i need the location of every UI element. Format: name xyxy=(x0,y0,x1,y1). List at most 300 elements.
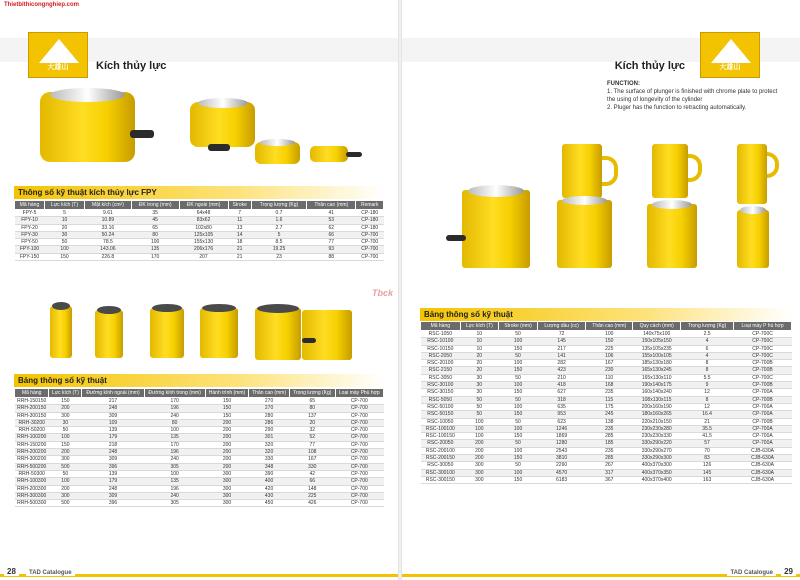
table-cell: 200 xyxy=(460,440,498,447)
table-cell: RSC-2050 xyxy=(421,352,461,359)
table-cell: 148 xyxy=(289,485,335,492)
table-cell: FPY-5 xyxy=(15,210,45,217)
table-cell: CP-180 xyxy=(356,217,384,224)
table-row xyxy=(421,433,792,440)
table-cell: 150 xyxy=(499,389,538,396)
table-cell: 33.16 xyxy=(85,224,132,231)
table-cell: 150 xyxy=(205,398,248,405)
column-header: Remark xyxy=(356,201,384,210)
table-cell: 309 xyxy=(82,412,144,419)
table-cell: FPY-30 xyxy=(15,231,45,238)
table-cell: 135x105x235 xyxy=(633,345,681,352)
table-cell: RSC-20050 xyxy=(421,440,461,447)
table-cell: 77 xyxy=(289,441,335,448)
table-cell: 20 xyxy=(460,360,498,367)
table-cell: 10 xyxy=(460,331,498,338)
catalogue-label: TAD Catalogue xyxy=(26,570,75,576)
function-line-2: 2. Pluger has the function to retracting automatically. xyxy=(607,105,747,111)
rsc-table-title: Bảng thông số kỹ thuật xyxy=(420,308,792,321)
table-cell: 390 xyxy=(249,470,290,477)
table-cell: CP-700A xyxy=(734,411,792,418)
table-row xyxy=(421,418,792,425)
table-cell: 53 xyxy=(307,217,356,224)
table-cell: RSC-300100 xyxy=(421,469,461,476)
table-cell: 100 xyxy=(499,447,538,454)
table-cell: 80 xyxy=(289,405,335,412)
table-cell: 100 xyxy=(460,425,498,432)
rrh-spec-table xyxy=(14,388,384,507)
table-cell: 500 xyxy=(49,500,82,507)
column-header: Loại máy Phù hợp xyxy=(335,389,383,398)
table-row xyxy=(15,463,384,470)
table-cell: RSC-50100 xyxy=(421,403,461,410)
table-cell: FPY-100 xyxy=(15,246,45,253)
table-cell: 135 xyxy=(144,478,205,485)
table-cell: 50 xyxy=(499,462,538,469)
table-row xyxy=(421,425,792,432)
table-cell: 196 xyxy=(144,405,205,412)
table-row xyxy=(15,231,384,238)
table-cell: 179 xyxy=(82,434,144,441)
table-row xyxy=(421,374,792,381)
table-cell: 240 xyxy=(144,412,205,419)
function-heading: FUNCTION: xyxy=(607,81,640,87)
table-cell: CJB-630A xyxy=(734,455,792,462)
table-cell: 220x210x150 xyxy=(633,418,681,425)
table-cell: 10 xyxy=(460,345,498,352)
table-cell: 50.24 xyxy=(85,231,132,238)
page-title: Kích thủy lực xyxy=(96,60,167,72)
table-row xyxy=(15,224,384,231)
table-cell: 330x290x300 xyxy=(633,455,681,462)
table-cell: CP-700 xyxy=(335,492,383,499)
table-cell: 93 xyxy=(307,246,356,253)
table-header-row xyxy=(421,322,792,331)
table-cell: RRH-100300 xyxy=(15,478,49,485)
table-cell: 185 xyxy=(586,440,633,447)
table-cell: 200x160x190 xyxy=(633,403,681,410)
table-cell: 200 xyxy=(205,419,248,426)
table-row xyxy=(15,434,384,441)
table-row xyxy=(15,210,384,217)
table-cell: 139 xyxy=(82,427,144,434)
table-cell: 200 xyxy=(205,427,248,434)
table-cell: 10 xyxy=(45,217,85,224)
brand-logo xyxy=(28,32,88,78)
table-cell: 2543 xyxy=(538,447,586,454)
table-cell: 235 xyxy=(586,389,633,396)
rsc-spec-table xyxy=(420,321,792,484)
site-url[interactable]: Thietbithicongnghiep.com xyxy=(4,2,79,8)
left-page xyxy=(0,0,398,580)
table-cell: 396 xyxy=(82,500,144,507)
table-cell: 150 xyxy=(49,441,82,448)
table-cell: 180x160x265 xyxy=(633,411,681,418)
table-cell: 70 xyxy=(681,447,734,454)
table-cell: 32 xyxy=(289,427,335,434)
table-cell: RRH-300300 xyxy=(15,492,49,499)
table-cell: 1280 xyxy=(538,440,586,447)
fpy-spec-table xyxy=(14,200,384,261)
table-cell: 206x176 xyxy=(179,246,228,253)
table-cell: 135 xyxy=(131,246,179,253)
table-cell: RRH-50300 xyxy=(15,470,49,477)
table-cell: 12 xyxy=(681,389,734,396)
table-cell: 286 xyxy=(249,419,290,426)
table-cell: 270 xyxy=(249,405,290,412)
table-row xyxy=(421,338,792,345)
table-cell: 200 xyxy=(49,405,82,412)
table-cell: 196 xyxy=(144,485,205,492)
table-cell: 348 xyxy=(249,463,290,470)
column-header: Lực kích (T) xyxy=(460,322,498,331)
table-cell: 77 xyxy=(307,239,356,246)
table-cell: 66 xyxy=(307,231,356,238)
table-cell: 400x370x300 xyxy=(633,462,681,469)
table-cell: 396 xyxy=(82,463,144,470)
column-header: Trọng lượng (Kg) xyxy=(681,322,734,331)
table-cell: CP-700A xyxy=(734,433,792,440)
table-row xyxy=(421,469,792,476)
table-cell: 50 xyxy=(45,239,85,246)
table-cell: 300 xyxy=(460,469,498,476)
table-cell: 420 xyxy=(249,485,290,492)
table-cell: 72 xyxy=(538,331,586,338)
table-cell: 100 xyxy=(499,382,538,389)
table-cell: CJB-630A xyxy=(734,447,792,454)
table-cell: 100 xyxy=(144,427,205,434)
table-cell: RSC-10050 xyxy=(421,418,461,425)
page-number: 28 xyxy=(4,567,19,576)
table-cell: CP-700C xyxy=(734,352,792,359)
table-cell: 217 xyxy=(82,398,144,405)
table-cell: 50 xyxy=(460,411,498,418)
table-cell: 167 xyxy=(289,456,335,463)
table-cell: 100 xyxy=(586,331,633,338)
table-cell: 106 xyxy=(586,352,633,359)
table-cell: 285 xyxy=(586,433,633,440)
mountain-icon xyxy=(39,39,79,63)
table-cell: 1.6 xyxy=(251,217,306,224)
table-cell: 8 xyxy=(681,396,734,403)
table-cell: 217 xyxy=(538,345,586,352)
table-cell: 196 xyxy=(144,449,205,456)
table-cell: RRH-200300 xyxy=(15,485,49,492)
table-cell: 141 xyxy=(538,352,586,359)
table-cell: 110 xyxy=(586,374,633,381)
table-cell: FPY-50 xyxy=(15,239,45,246)
table-cell: 5 xyxy=(251,231,306,238)
table-cell: 248 xyxy=(82,449,144,456)
table-cell: RSC-10150 xyxy=(421,345,461,352)
table-cell: 8.5 xyxy=(251,239,306,246)
table-cell: CP-700A xyxy=(734,403,792,410)
table-cell: 50 xyxy=(499,418,538,425)
table-cell: 140x75x100 xyxy=(633,331,681,338)
table-cell: 10 xyxy=(460,338,498,345)
table-cell: CP-700 xyxy=(335,398,383,405)
column-header: Mã hàng xyxy=(421,322,461,331)
table-cell: 240 xyxy=(144,492,205,499)
table-cell: CP-700 xyxy=(335,434,383,441)
table-row xyxy=(15,456,384,463)
table-cell: CP-700 xyxy=(356,231,384,238)
table-cell: 165x130x245 xyxy=(633,367,681,374)
table-cell: 400 xyxy=(249,478,290,485)
table-cell: 6 xyxy=(681,345,734,352)
table-cell: 20 xyxy=(45,224,85,231)
table-cell: RSC-1050 xyxy=(421,331,461,338)
table-cell: CP-700 xyxy=(335,500,383,507)
table-cell: 100 xyxy=(499,338,538,345)
table-cell: CP-700C xyxy=(734,345,792,352)
table-cell: 230 xyxy=(586,367,633,374)
table-cell: 200 xyxy=(49,485,82,492)
table-cell: 309 xyxy=(82,456,144,463)
table-cell: 235 xyxy=(586,447,633,454)
table-cell: 45 xyxy=(131,217,179,224)
table-row xyxy=(15,478,384,485)
table-cell: 290 xyxy=(249,427,290,434)
table-cell: CP-700B xyxy=(734,360,792,367)
table-cell: 20 xyxy=(460,352,498,359)
table-cell: 185x130x180 xyxy=(633,360,681,367)
table-cell: 50 xyxy=(49,470,82,477)
table-cell: RSC-30150 xyxy=(421,389,461,396)
table-cell: 245 xyxy=(586,411,633,418)
table-cell: 210 xyxy=(538,374,586,381)
table-cell: 41 xyxy=(307,210,356,217)
table-cell: 200 xyxy=(205,434,248,441)
table-cell: 240 xyxy=(144,456,205,463)
table-row xyxy=(15,217,384,224)
table-cell: 400x370x350 xyxy=(633,469,681,476)
column-header: Thân cao (mm) xyxy=(586,322,633,331)
table-cell: CP-700C xyxy=(734,338,792,345)
table-cell: 80 xyxy=(131,231,179,238)
table-cell: FPY-150 xyxy=(15,253,45,260)
table-cell: 218 xyxy=(82,441,144,448)
table-cell: RSC-2150 xyxy=(421,367,461,374)
column-header: Quy cách (mm) xyxy=(633,322,681,331)
table-cell: 11 xyxy=(228,217,251,224)
table-cell: RSC-5050 xyxy=(421,396,461,403)
table-cell: 30 xyxy=(460,382,498,389)
fpy-product-photo xyxy=(30,82,370,182)
table-cell: RRH-300200 xyxy=(15,456,49,463)
table-cell: 300 xyxy=(460,476,498,483)
table-cell: 418 xyxy=(538,382,586,389)
table-cell: CP-700A xyxy=(734,425,792,432)
table-cell: 230x230x280 xyxy=(633,425,681,432)
table-cell: 175 xyxy=(586,403,633,410)
table-row xyxy=(15,492,384,499)
table-cell: 109 xyxy=(82,419,144,426)
table-row xyxy=(421,411,792,418)
table-cell: 270 xyxy=(249,398,290,405)
column-header: Mã hàng xyxy=(15,201,45,210)
table-body xyxy=(15,210,384,261)
table-cell: 300 xyxy=(49,412,82,419)
table-cell: 41.5 xyxy=(681,433,734,440)
table-cell: CP-700C xyxy=(734,374,792,381)
table-cell: 64x48 xyxy=(179,210,228,217)
table-cell: 4570 xyxy=(538,469,586,476)
table-cell: 6183 xyxy=(538,476,586,483)
table-cell: 163 xyxy=(681,476,734,483)
table-cell: CP-700 xyxy=(335,412,383,419)
table-cell: 108 xyxy=(289,449,335,456)
table-cell: 305 xyxy=(144,463,205,470)
table-cell: 200 xyxy=(205,456,248,463)
table-row xyxy=(421,352,792,359)
table-cell: 100 xyxy=(499,469,538,476)
table-cell: 2.7 xyxy=(251,224,306,231)
table-body xyxy=(421,331,792,484)
table-cell: 20 xyxy=(289,419,335,426)
table-cell: RSC-300150 xyxy=(421,476,461,483)
table-cell: 225 xyxy=(586,345,633,352)
table-cell: 4 xyxy=(681,338,734,345)
table-row xyxy=(15,427,384,434)
table-cell: 226.8 xyxy=(85,253,132,260)
table-cell: CP-180 xyxy=(356,210,384,217)
table-cell: 282 xyxy=(538,360,586,367)
table-cell: 300 xyxy=(205,470,248,477)
table-cell: 318 xyxy=(538,396,586,403)
table-cell: 179 xyxy=(82,478,144,485)
table-cell: 137 xyxy=(289,412,335,419)
table-cell: 30 xyxy=(460,389,498,396)
table-cell: 450 xyxy=(249,500,290,507)
column-header: ĐK trong (mm) xyxy=(131,201,179,210)
table-cell: 5.5 xyxy=(681,374,734,381)
table-cell: 200 xyxy=(460,455,498,462)
table-cell: 300 xyxy=(49,456,82,463)
table-row xyxy=(15,253,384,260)
table-cell: RSC-30100 xyxy=(421,382,461,389)
rrh-table-title: Bảng thông số kỹ thuật xyxy=(14,374,384,387)
table-cell: 42 xyxy=(289,470,335,477)
table-cell: 170 xyxy=(131,253,179,260)
column-header: Stroke xyxy=(228,201,251,210)
table-cell: 50 xyxy=(499,331,538,338)
table-cell: 267 xyxy=(586,462,633,469)
table-cell: 320 xyxy=(249,441,290,448)
table-cell: CP-700 xyxy=(335,449,383,456)
table-row xyxy=(15,485,384,492)
table-row xyxy=(15,419,384,426)
table-cell: 50 xyxy=(49,427,82,434)
table-cell: 100 xyxy=(49,478,82,485)
table-cell: CP-700 xyxy=(335,441,383,448)
table-cell: 160x140x240 xyxy=(633,389,681,396)
table-cell: CP-700 xyxy=(335,427,383,434)
table-cell: 83x62 xyxy=(179,217,228,224)
table-cell: 150 xyxy=(499,455,538,462)
table-cell: 170 xyxy=(144,441,205,448)
table-cell: RRH-150150 xyxy=(15,398,49,405)
table-cell: CP-700 xyxy=(356,246,384,253)
table-cell: 627 xyxy=(538,389,586,396)
table-cell: 200 xyxy=(49,449,82,456)
table-cell: RRH-150200 xyxy=(15,441,49,448)
table-cell: RRH-30200 xyxy=(15,419,49,426)
table-cell: RRH-100200 xyxy=(15,434,49,441)
table-row xyxy=(15,405,384,412)
table-row xyxy=(421,367,792,374)
table-cell: 30 xyxy=(49,419,82,426)
table-cell: 330x290x270 xyxy=(633,447,681,454)
table-cell: 200 xyxy=(205,449,248,456)
table-cell: 80 xyxy=(144,419,205,426)
table-cell: 19.25 xyxy=(251,246,306,253)
table-cell: 5 xyxy=(45,210,85,217)
table-cell: RSC-3050 xyxy=(421,374,461,381)
table-cell: 108x130x115 xyxy=(633,396,681,403)
table-cell: 65 xyxy=(289,398,335,405)
table-cell: 280 xyxy=(249,412,290,419)
table-cell: 2.5 xyxy=(681,331,734,338)
table-row xyxy=(421,462,792,469)
table-header-row xyxy=(15,389,384,398)
table-cell: 150 xyxy=(499,411,538,418)
logo-text: 大雄山 xyxy=(719,64,741,71)
table-cell: 100 xyxy=(460,433,498,440)
table-cell: 139 xyxy=(82,470,144,477)
table-row xyxy=(421,389,792,396)
table-cell: 167 xyxy=(586,360,633,367)
table-cell: 7 xyxy=(228,210,251,217)
table-cell: 200 xyxy=(205,463,248,470)
table-cell: RRH-500200 xyxy=(15,463,49,470)
table-cell: 100 xyxy=(499,360,538,367)
table-cell: 8 xyxy=(681,360,734,367)
table-cell: RSC-10100 xyxy=(421,338,461,345)
table-cell: 35.5 xyxy=(681,425,734,432)
page-title: Kích thủy lực xyxy=(614,60,685,72)
table-cell: 14 xyxy=(228,231,251,238)
logo-text: 大雄山 xyxy=(47,64,69,71)
table-cell: 426 xyxy=(289,500,335,507)
table-cell: CP-700A xyxy=(734,389,792,396)
table-cell: RSC-200150 xyxy=(421,455,461,462)
table-cell: 235 xyxy=(586,425,633,432)
right-page xyxy=(402,0,800,580)
table-cell: 88 xyxy=(307,253,356,260)
table-cell: RSC-100150 xyxy=(421,433,461,440)
column-header: Loại máy P hù hợp xyxy=(734,322,792,331)
table-body xyxy=(15,398,384,507)
table-cell: 300 xyxy=(205,492,248,499)
table-row xyxy=(15,470,384,477)
table-cell: 225 xyxy=(289,492,335,499)
table-cell: 100 xyxy=(499,403,538,410)
table-cell: 145 xyxy=(681,469,734,476)
table-row xyxy=(15,239,384,246)
table-cell: 21 xyxy=(228,253,251,260)
table-cell: 100 xyxy=(49,434,82,441)
table-cell: 155x130 xyxy=(179,239,228,246)
table-cell: 301 xyxy=(249,434,290,441)
table-cell: 138 xyxy=(586,418,633,425)
table-cell: 248 xyxy=(82,485,144,492)
table-cell: 285 xyxy=(586,455,633,462)
mountain-icon xyxy=(711,39,751,63)
table-cell: 50 xyxy=(460,396,498,403)
table-cell: 300 xyxy=(49,492,82,499)
left-footer xyxy=(0,566,398,580)
